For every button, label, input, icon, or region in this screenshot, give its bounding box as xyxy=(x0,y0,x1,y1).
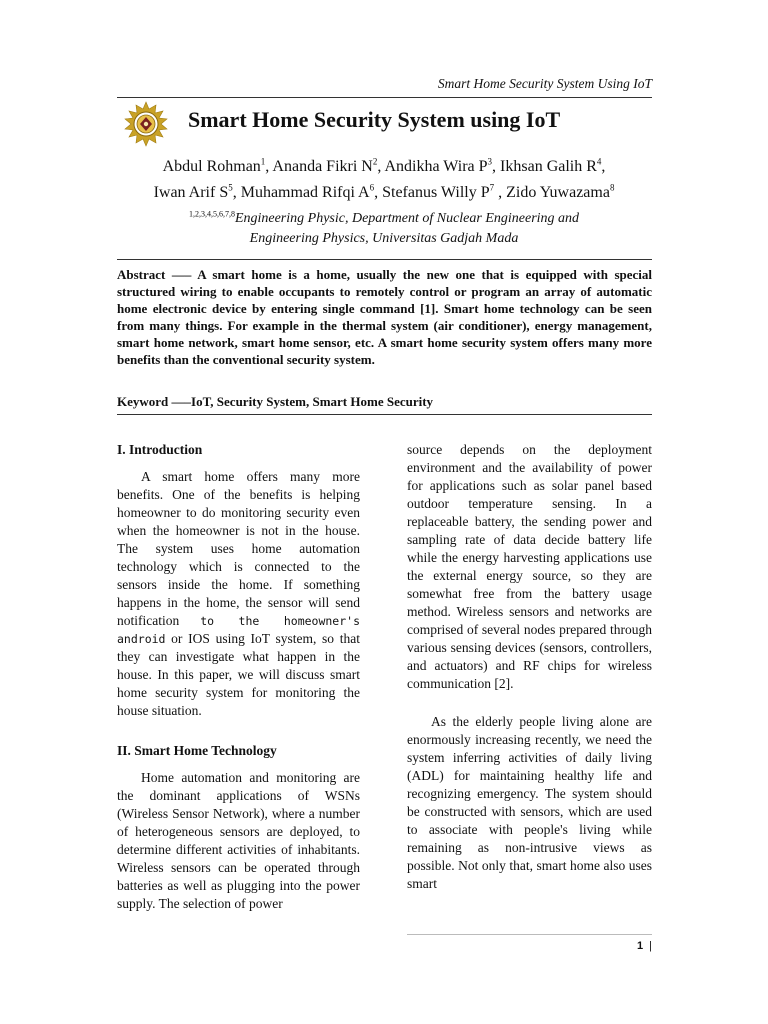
author-sup: 2 xyxy=(372,156,378,167)
author-sep: , xyxy=(492,158,501,175)
page-number xyxy=(600,940,652,952)
intro-text-mono: to the homeowner's android xyxy=(117,614,361,646)
author-sup: 8 xyxy=(609,182,615,193)
keyword-label: Keyword xyxy=(117,394,169,409)
abstract-bottom-rule xyxy=(117,414,652,415)
author-name: Iwan Arif S xyxy=(153,184,229,201)
abstract-label: Abstract xyxy=(117,267,166,282)
author-name: Ananda Fikri N xyxy=(272,158,373,175)
author-sep: , xyxy=(374,184,383,201)
right-paragraph-1: source depends on the deployment environment and the availability of power for applications such as solar panel based outdoor temperature sensing. In a replaceable battery, the sending power and sampling rate of data decide battery life while the energy harvesting applications use the external energy source, so they are somewhat free from the battery usage method. Wireless sensors and networks are comprised of several nodes prepared through various sensing devices (sensors, controllers, and actuators) and RF chips for wireless communication [2]. xyxy=(407,442,652,691)
author-sup: 6 xyxy=(369,182,375,193)
author-list xyxy=(100,154,668,206)
right-column xyxy=(407,441,652,893)
section-heading-smart-home-technology: II. Smart Home Technology xyxy=(117,743,277,758)
right-paragraph-2: As the elderly people living alone are enormously increasing recently, we need the system inferring activities of daily living (ADL) for maintaining healthy life and recognizing emergency. The system should be constructed with sensors, which are used to associate with people's living while remaining as non-intrusive views as possible. Not only that, smart home also uses smart xyxy=(407,714,652,891)
author-line-2 xyxy=(100,180,668,206)
author-name: Muhammad Rifqi A xyxy=(240,184,370,201)
abstract xyxy=(117,266,652,368)
intro-paragraph xyxy=(117,468,360,720)
affiliation-sup: 1,2,3,4,5,6,7,8 xyxy=(188,209,235,219)
intro-text-a: A smart home offers many more benefits. One of the benefits is helping homeowner to do monitoring security even when the homeowner is not in the house. The system uses home automation technology which is connected to the sensors inside the home. If something happens in the home, the sensor will send notification xyxy=(117,469,360,628)
author-name: Ikhsan Galih R xyxy=(500,158,597,175)
author-name: Andikha Wira P xyxy=(384,158,488,175)
page-number-value: 1 xyxy=(637,940,644,952)
section-heading-introduction: I. Introduction xyxy=(117,442,203,457)
page-number-separator: | xyxy=(649,940,652,952)
author-sep: , xyxy=(265,158,273,175)
author-sup: 4 xyxy=(596,156,602,167)
affiliation-line-1: Engineering Physic, Department of Nuclear Engineering and xyxy=(234,211,580,226)
author-sup: 7 xyxy=(489,182,495,193)
keyword-text: IoT, Security System, Smart Home Security xyxy=(191,394,434,409)
abstract-top-rule xyxy=(117,259,652,260)
author-name: Abdul Rohman xyxy=(162,158,261,175)
author-sup: 3 xyxy=(487,156,493,167)
author-sep: , xyxy=(377,158,385,175)
abstract-text: A smart home is a home, usually the new one that is equipped with special structured wiring to enable occupants to remotely control or program an array of automatic home electronic device by entering single command [1]. Smart home technology can be seen from many things. For example in the thermal system (air conditioner), energy management, smart home network, smart home sensor, etc. A smart home security system offers many more benefits than the conventional security system. xyxy=(117,267,652,367)
author-line-1 xyxy=(100,154,668,180)
affiliation-line-2: Engineering Physics, Universitas Gadjah Mada xyxy=(249,231,519,246)
paper-title: Smart Home Security System using IoT xyxy=(188,107,561,132)
author-sup: 5 xyxy=(228,182,233,193)
author-sep: , xyxy=(601,158,606,175)
affiliation xyxy=(120,209,648,249)
keywords xyxy=(117,394,652,410)
running-header: Smart Home Security System Using IoT xyxy=(437,76,652,91)
left-column xyxy=(117,441,360,913)
author-sup: 1 xyxy=(260,156,266,167)
author-name: Stefanus Willy P xyxy=(382,184,490,201)
tech-paragraph: Home automation and monitoring are the dominant applications of WSNs (Wireless Sensor Network), where a number of heterogeneous sensors are deployed, to determine different activities of inhabitants. Wireless sensors can be operated through batteries as well as plugging into the power supply. The selection of power xyxy=(117,770,360,911)
abstract-dash: —– xyxy=(165,267,198,282)
author-sep: , xyxy=(232,184,241,201)
author-name: Zido Yuwazama xyxy=(506,184,610,201)
keyword-dash: —– xyxy=(168,394,192,409)
intro-text-b: or IOS using IoT system, so that they can investigate what happen in the house. In this paper, we will discuss smart home security system for monitoring the house situation. xyxy=(117,631,360,718)
university-seal-logo xyxy=(119,100,173,148)
footer-rule xyxy=(407,934,652,935)
author-sep: , xyxy=(494,184,507,201)
header-rule xyxy=(117,97,652,98)
